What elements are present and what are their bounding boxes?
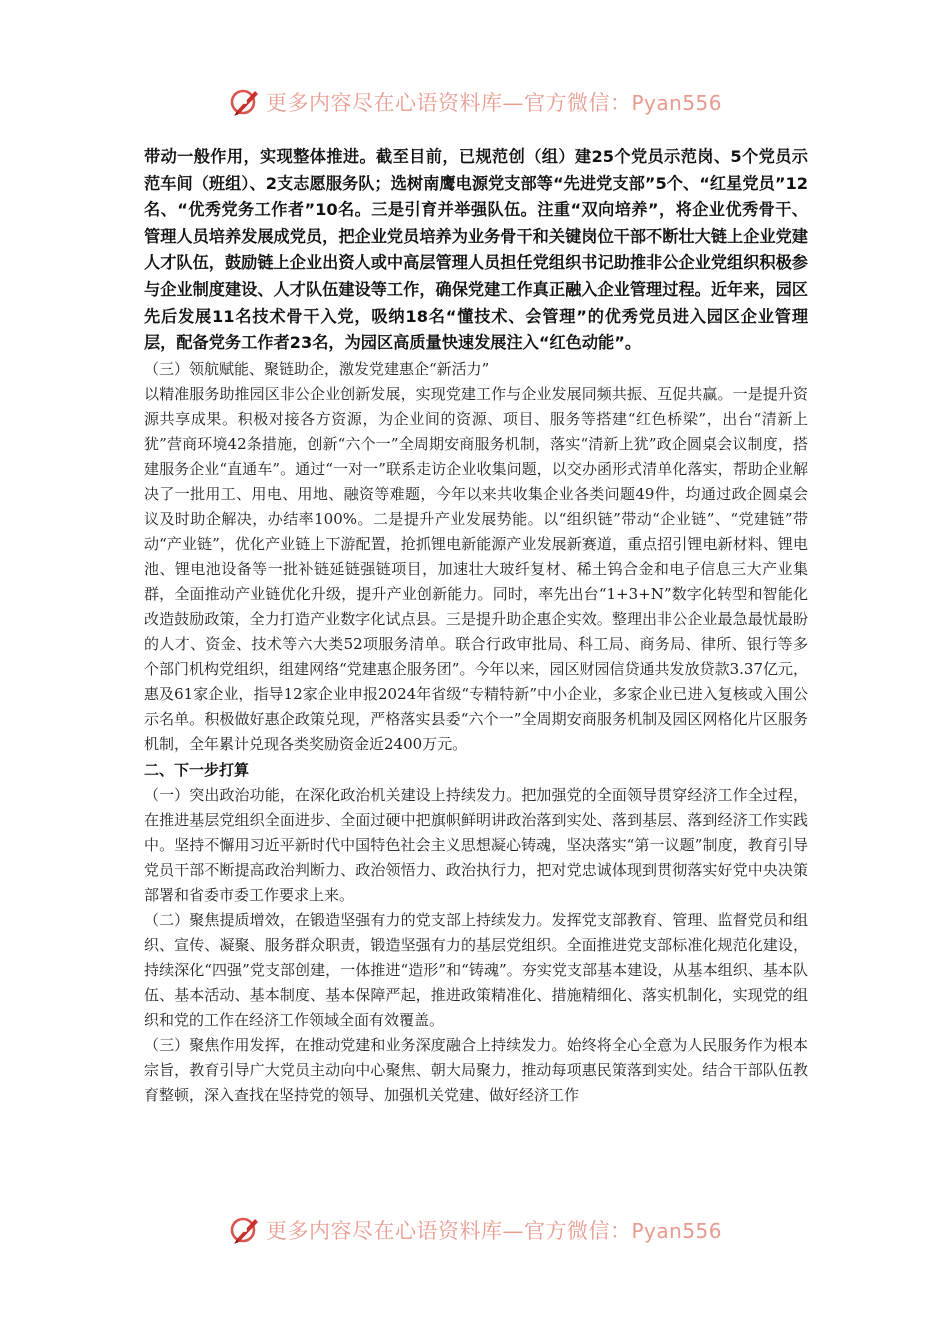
watermark-footer (0, 1210, 950, 1250)
watermark-site: 更多内容尽在心语资料库 (265, 91, 503, 115)
paragraph-plan-1: （一）突出政治功能，在深化政治机关建设上持续发力。把加强党的全面领导贯穿经济工作全过程，在推进基层党组织全面进步、全面过硬中把旗帜鲜明讲政治落到实处、落到基层、落到经济工作实践中。坚持不懈用习近平新时代中国特色社会主义思想凝心铸魂，坚决落实“第一议题”制度，教育引导党员干部不断提高政治判断力、政治领悟力、政治执行力，把对党忠诚体现到贯彻落实好党中央决策部署和省委市委工作要求上来。 (144, 785, 808, 904)
fountain-pen-icon (228, 85, 262, 119)
watermark-header (0, 82, 950, 122)
paragraph-plan-2: （二）聚焦提质增效，在锻造坚强有力的党支部上持续发力。发挥党支部教育、管理、监督党员和组织、宣传、凝聚、服务群众职责，锻造坚强有力的基层党组织。全面推进党支部标准化规范化建设，持续深化“四强”党支部创建，一体推进“造形”和“铸魂”。夯实党支部基本建设，从基本组织、基本队伍、基本活动、基本制度、基本保障严起，推进政策精准化、措施精细化、落实机制化，实现党的组织和党的工作在经济工作领域全面有效覆盖。 (144, 910, 808, 1029)
watermark-text (266, 87, 722, 117)
watermark-group (228, 85, 722, 119)
section-title-3: （三）领航赋能、聚链助企，激发党建惠企“新活力” (144, 359, 490, 378)
watermark-official: 官方微信： (523, 91, 632, 115)
paragraph-enterprise-service: 以精准服务助推园区非公企业创新发展，实现党建工作与企业发展同频共振、互促共赢。一是提升资源共享成果。积极对接各方资源，为企业间的资源、项目、服务等搭建“红色桥梁”，出台“清新上犹”营商环境42条措施，创新“六个一”全周期安商服务机制，落实“清新上犹”政企圆桌会议制度，搭建服务企业“直通车”。通过“一对一”联系走访企业收集问题，以交办函形式清单化落实，帮助企业解决了一批用工、用电、用地、融资等难题，今年以来共收集企业各类问题49件，均通过政企圆桌会议及时助企解决，办结率100%。二是提升产业发展势能。以“组织链”带动“企业链”、“党建链”带动“产业链”，优化产业链上下游配置，抢抓锂电新能源产业发展新赛道，重点招引锂电新材料、锂电池、锂电池设备等一批补链延链强链项目，加速壮大玻纤复材、稀土钨合金和电子信息三大产业集群，全面推动产业链优化升级，提升产业创新能力。同时，率先出台“1+3+N”数字化转型和智能化改造鼓励政策，全力打造产业数字化试点县。三是提升助企惠企实效。整理出非公企业最急最忧最盼的人才、资金、技术等六大类52项服务清单。联合行政审批局、科工局、商务局、律所、银行等多个部门机构党组织，组建网络“党建惠企服务团”。今年以来，园区财园信贷通共发放贷款3.37亿元，惠及61家企业，指导12家企业申报2024年省级“专精特新”中小企业，多家企业已进入复核或入围公示名单。积极做好惠企政策兑现，严格落实县委“六个一”全周期安商服务机制及园区网格化片区服务机制，全年累计兑现各类奖励资金近2400万元。 (144, 384, 808, 754)
watermark-dash: — (502, 91, 524, 115)
document-body (144, 144, 808, 1108)
watermark-text (266, 1215, 722, 1245)
paragraph-team-building: 带动一般作用，实现整体推进。截至目前，已规范创（组）建25个党员示范岗、5个党员示范车间（班组）、2支志愿服务队；选树南鹰电源党支部等“先进党支部”5个、“红星党员”12名、“优秀党务工作者”10名。三是引育并举强队伍。注重“双向培养”，将企业优秀骨干、管理人员培养发展成党员，把企业党员培养为业务骨干和关键岗位干部不断壮大链上企业党建人才队伍，鼓励链上企业出资人或中高层管理人员担任党组织书记助推非公企业党组织积极参与企业制度建设、人才队伍建设等工作，确保党建工作真正融入企业管理过程。近年来，园区先后发展11名技术骨干入党，吸纳18名“懂技术、会管理”的优秀党员进入园区企业管理层，配备党务工作者23名，为园区高质量快速发展注入“红色动能”。 (144, 147, 808, 353)
watermark-wechat-id: Pyan556 (631, 91, 722, 115)
paragraph-plan-3: （三）聚焦作用发挥，在推动党建和业务深度融合上持续发力。始终将全心全意为人民服务作为根本宗旨，教育引导广大党员主动向中心聚焦、朝大局聚力，推动每项惠民策落到实处。结合干部队伍教育整顿，深入查找在坚持党的领导、加强机关党建、做好经济工作 (144, 1035, 808, 1105)
watermark-site: 更多内容尽在心语资料库 (265, 1219, 503, 1243)
watermark-wechat-id: Pyan556 (631, 1219, 722, 1243)
watermark-official: 官方微信： (523, 1219, 632, 1243)
section-heading-next-plan: 二、下一步打算 (144, 760, 250, 779)
fountain-pen-icon (228, 1213, 262, 1247)
watermark-group (228, 1213, 722, 1247)
watermark-dash: — (502, 1219, 524, 1243)
